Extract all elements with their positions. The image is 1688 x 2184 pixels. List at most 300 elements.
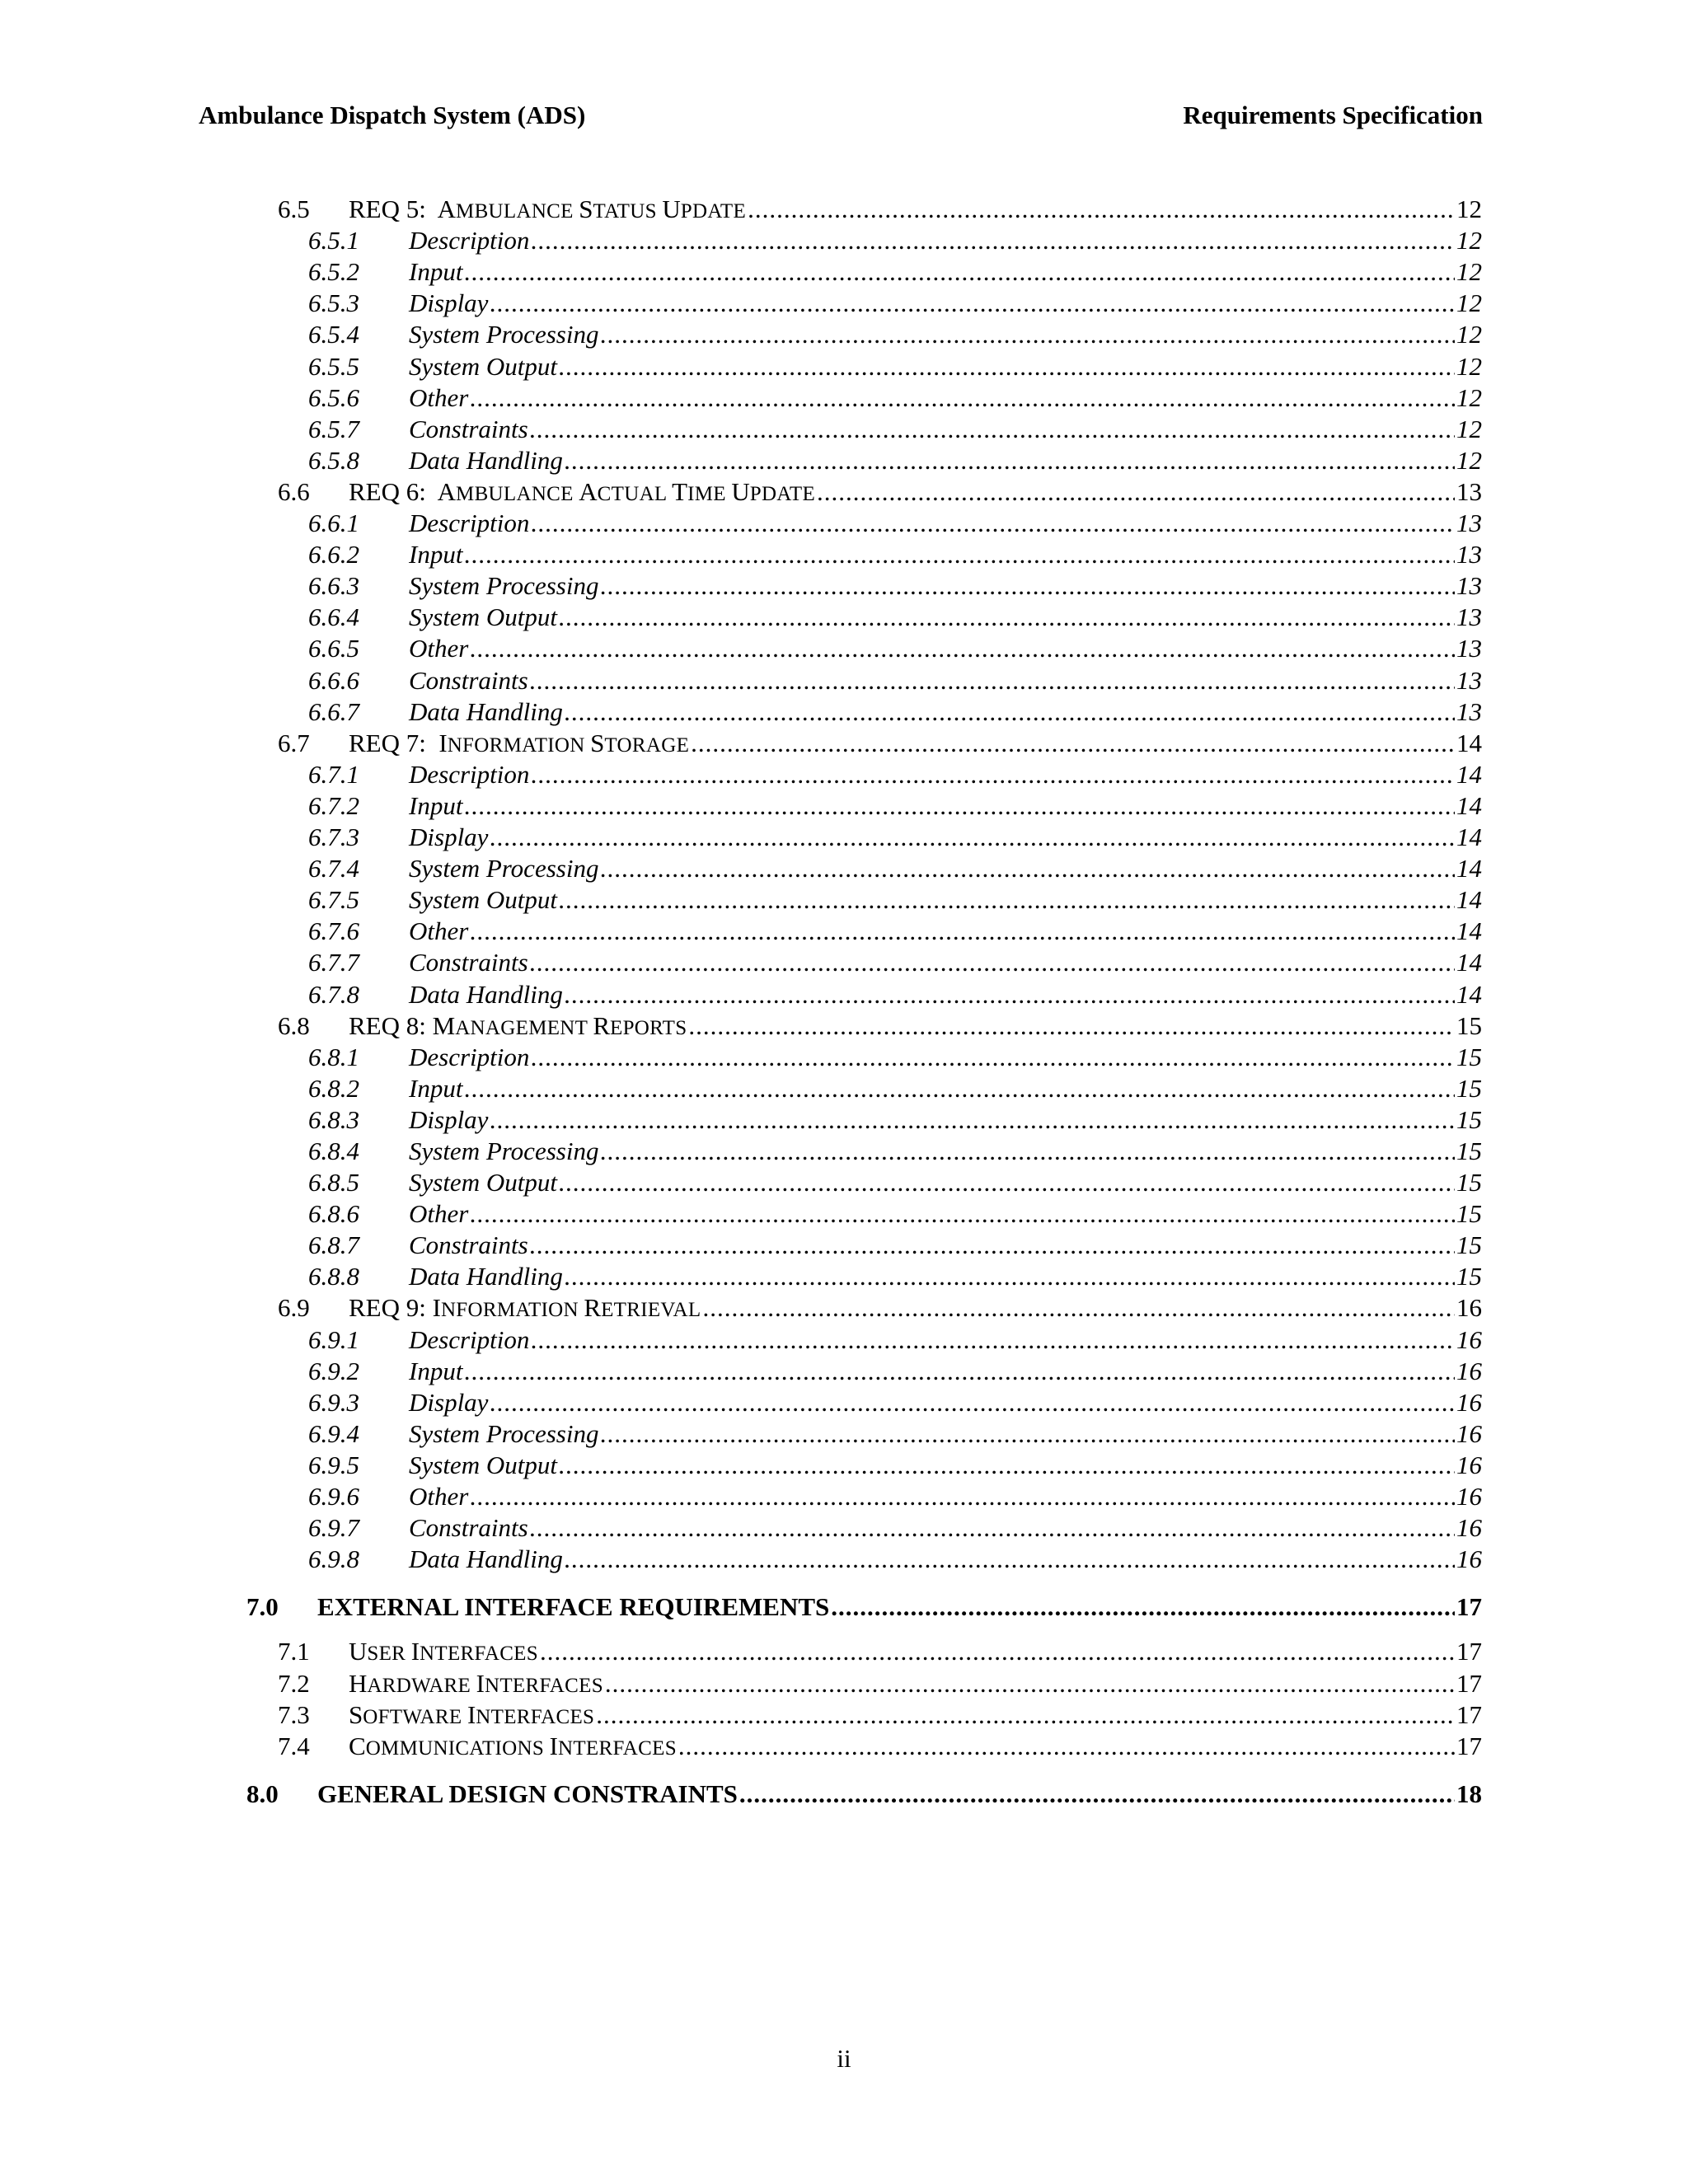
toc-title-part: REQ 5: [349, 194, 438, 223]
toc-entry-page: 16 [1456, 1357, 1482, 1385]
toc-entry-number: 6.7.7 [308, 948, 359, 977]
toc-entry-title: System Processing [409, 571, 599, 600]
toc-subsection-entry[interactable] [308, 540, 1482, 569]
toc-subsection-entry[interactable] [308, 823, 1482, 852]
toc-entry-title: System Processing [409, 1137, 599, 1165]
toc-subsection-entry[interactable] [308, 948, 1482, 977]
toc-entry-title: Display [409, 823, 489, 851]
toc-entry-title: Data Handling [409, 1544, 563, 1573]
toc-title-part: S [579, 194, 593, 223]
toc-entry-title: System Output [409, 1168, 557, 1197]
toc-entry-title: System Output [409, 1451, 557, 1479]
toc-subsection-entry[interactable] [308, 415, 1482, 444]
toc-entry-page: 17 [1456, 1732, 1482, 1760]
toc-entry-page: 16 [1456, 1513, 1482, 1542]
toc-entry-number: 6.8.8 [308, 1262, 359, 1291]
toc-subsection-entry[interactable] [308, 1105, 1482, 1135]
toc-entry-page: 16 [1456, 1388, 1482, 1417]
toc-dot-leader [470, 1482, 1455, 1511]
toc-dot-leader [530, 666, 1455, 696]
toc-entry-number: 6.8.2 [308, 1074, 359, 1103]
toc-entry-title: Other [409, 1199, 469, 1228]
toc-section-entry[interactable] [278, 1732, 1482, 1761]
toc-entry-page: 17 [1456, 1669, 1482, 1698]
toc-entry-title [349, 1669, 603, 1701]
toc-title-part: REQ 7: [349, 729, 439, 757]
toc-subsection-entry[interactable] [308, 1325, 1482, 1355]
toc-entry-number: 6.9.3 [308, 1388, 359, 1417]
toc-subsection-entry[interactable] [308, 1074, 1482, 1104]
toc-entry-number: 6.5.3 [308, 288, 359, 317]
toc-entry-title: Other [409, 916, 469, 945]
toc-entry-page: 14 [1456, 854, 1482, 883]
toc-title-part: REQ 6: [349, 477, 438, 506]
toc-entry-number: 6.8.1 [308, 1043, 359, 1071]
toc-entry-page: 16 [1456, 1293, 1482, 1322]
toc-dot-leader [702, 1293, 1455, 1323]
toc-dot-leader [464, 791, 1455, 821]
toc-entry-title: Input [409, 791, 463, 820]
toc-entry-title: Input [409, 1357, 463, 1385]
toc-subsection-entry[interactable] [308, 446, 1482, 476]
toc-entry-number: 6.7.3 [308, 823, 359, 851]
toc-entry-title: Other [409, 634, 469, 663]
toc-entry-number: 6.7.5 [308, 885, 359, 914]
toc-entry-title: Constraints [409, 1513, 528, 1542]
toc-title-part: U [731, 477, 750, 506]
toc-title-part: NFORMATION [440, 1299, 584, 1321]
toc-subsection-entry[interactable] [308, 352, 1482, 382]
toc-entry-title: Data Handling [409, 980, 563, 1009]
toc-dot-leader [530, 948, 1455, 977]
toc-subsection-entry[interactable] [308, 980, 1482, 1010]
toc-entry-title: Constraints [409, 415, 528, 443]
toc-dot-leader [530, 1513, 1455, 1543]
toc-subsection-entry[interactable] [308, 634, 1482, 663]
toc-entry-number: 6.6.2 [308, 540, 359, 569]
toc-title-part: I [438, 729, 448, 757]
toc-entry-page: 14 [1456, 791, 1482, 820]
toc-entry-title: Display [409, 1388, 489, 1417]
toc-section-entry[interactable] [278, 194, 1482, 224]
toc-entry-number: 6.5 [278, 194, 310, 223]
toc-entry-title: Display [409, 288, 489, 317]
toc-entry-page: 14 [1456, 885, 1482, 914]
toc-entry-page: 12 [1456, 352, 1482, 381]
toc-title-part: ANAGEMENT [455, 1017, 593, 1039]
toc-entry-title: Description [409, 760, 530, 789]
toc-entry-title: Data Handling [409, 446, 563, 475]
toc-dot-leader [739, 1778, 1455, 1811]
toc-dot-leader [559, 1451, 1455, 1480]
toc-subsection-entry[interactable] [308, 602, 1482, 632]
toc-dot-leader [600, 1137, 1455, 1166]
toc-title-part: NTERFACES [420, 1643, 538, 1665]
toc-dot-leader [559, 885, 1455, 915]
toc-entry-page: 17 [1456, 1700, 1482, 1729]
toc-entry-title: Other [409, 383, 469, 412]
toc-subsection-entry[interactable] [308, 1168, 1482, 1197]
toc-section-entry[interactable] [278, 729, 1482, 758]
toc-dot-leader [748, 194, 1455, 224]
toc-dot-leader [530, 415, 1455, 444]
toc-title-part: I [432, 1293, 441, 1322]
toc-title-part: MBULANCE [456, 483, 579, 505]
toc-entry-number: 6.9.8 [308, 1544, 359, 1573]
toc-dot-leader [817, 477, 1455, 507]
toc-entry-title [349, 1293, 701, 1325]
toc-dot-leader [691, 729, 1455, 758]
toc-entry-title: Constraints [409, 666, 528, 695]
toc-dot-leader [464, 1074, 1455, 1104]
toc-entry-page: 14 [1456, 980, 1482, 1009]
toc-entry-page: 14 [1456, 823, 1482, 851]
toc-dot-leader [605, 1669, 1455, 1699]
toc-entry-number: 6.6.5 [308, 634, 359, 663]
toc-entry-page: 15 [1456, 1168, 1482, 1197]
toc-subsection-entry[interactable] [308, 320, 1482, 349]
toc-title-part: M [432, 1011, 456, 1040]
toc-subsection-entry[interactable] [308, 1262, 1482, 1291]
toc-title-part: TATUS [593, 200, 663, 223]
toc-entry-title [349, 1732, 677, 1764]
toc-dot-leader [600, 1419, 1455, 1449]
toc-entry-page: 16 [1456, 1482, 1482, 1511]
toc-entry-title [349, 1700, 594, 1732]
toc-entry-number: 6.7.2 [308, 791, 359, 820]
toc-entry-number: 6.8.7 [308, 1230, 359, 1259]
toc-entry-title: System Processing [409, 1419, 599, 1448]
toc-title-part: C [349, 1732, 366, 1760]
toc-section-entry[interactable] [278, 1293, 1482, 1323]
toc-entry-number: 6.9.5 [308, 1451, 359, 1479]
toc-chapter-entry[interactable] [246, 1778, 1482, 1811]
toc-entry-number: 7.4 [278, 1732, 310, 1760]
toc-entry-title [349, 194, 746, 227]
toc-entry-number: 6.6.6 [308, 666, 359, 695]
toc-entry-number: 6.9.1 [308, 1325, 359, 1354]
toc-subsection-entry[interactable] [308, 1357, 1482, 1386]
toc-title-part: REQ 8: [349, 1011, 433, 1040]
toc-entry-number: 6.5.4 [308, 320, 359, 349]
toc-dot-leader [565, 980, 1455, 1010]
toc-entry-number: 7.0 [246, 1592, 279, 1621]
toc-title-part: MBULANCE [456, 200, 579, 223]
toc-dot-leader [490, 1105, 1455, 1135]
toc-entry-page: 13 [1456, 634, 1482, 663]
toc-dot-leader [530, 1230, 1455, 1260]
toc-dot-leader [688, 1011, 1455, 1041]
toc-title-part: T [672, 477, 688, 506]
toc-subsection-entry[interactable] [308, 760, 1482, 790]
toc-entry-page: 15 [1456, 1137, 1482, 1165]
toc-title-part: H [349, 1669, 368, 1698]
toc-dot-leader [600, 571, 1455, 601]
toc-entry-page: 14 [1456, 948, 1482, 977]
toc-title-part: S [349, 1700, 363, 1729]
toc-dot-leader [470, 916, 1455, 946]
toc-entry-title: System Output [409, 352, 557, 381]
toc-entry-title: Description [409, 226, 530, 255]
toc-entry-title: System Processing [409, 320, 599, 349]
toc-title-part: REQ 9: [349, 1293, 433, 1322]
toc-dot-leader [531, 760, 1455, 790]
toc-entry-page: 12 [1456, 383, 1482, 412]
toc-dot-leader [464, 540, 1455, 569]
toc-dot-leader [600, 320, 1455, 349]
toc-dot-leader [559, 602, 1455, 632]
toc-entry-page: 15 [1456, 1262, 1482, 1291]
toc-entry-page: 12 [1456, 288, 1482, 317]
toc-entry-number: 6.7.8 [308, 980, 359, 1009]
toc-subsection-entry[interactable] [308, 885, 1482, 915]
toc-dot-leader [565, 1544, 1455, 1574]
toc-title-part: R [584, 1293, 602, 1322]
toc-dot-leader [559, 1168, 1455, 1197]
toc-dot-leader [678, 1732, 1455, 1761]
toc-entry-title [349, 729, 689, 761]
toc-subsection-entry[interactable] [308, 1451, 1482, 1480]
toc-entry-number: 6.9.2 [308, 1357, 359, 1385]
toc-entry-title: Constraints [409, 1230, 528, 1259]
toc-entry-number: 6.6.4 [308, 602, 359, 631]
toc-entry-page: 16 [1456, 1325, 1482, 1354]
toc-entry-number: 6.7.4 [308, 854, 359, 883]
toc-title-part: SER [367, 1643, 411, 1665]
toc-entry-number: 7.1 [278, 1637, 310, 1666]
toc-entry-title: Input [409, 540, 463, 569]
toc-title-part: U [662, 194, 681, 223]
toc-entry-title: System Output [409, 602, 557, 631]
toc-dot-leader [565, 697, 1455, 727]
toc-entry-page: 14 [1456, 729, 1482, 757]
toc-entry-number: 6.6.3 [308, 571, 359, 600]
toc-subsection-entry[interactable] [308, 1544, 1482, 1574]
toc-dot-leader [565, 446, 1455, 476]
toc-section-entry[interactable] [278, 1637, 1482, 1666]
toc-title-part: CTUAL [597, 483, 673, 505]
toc-dot-leader [559, 352, 1455, 382]
toc-entry-title: Data Handling [409, 697, 563, 726]
toc-section-entry[interactable] [278, 477, 1482, 507]
toc-entry-number: 6.6.1 [308, 509, 359, 537]
toc-entry-number: 6.5.7 [308, 415, 359, 443]
toc-entry-number: 6.6 [278, 477, 310, 506]
toc-entry-page: 16 [1456, 1544, 1482, 1573]
toc-subsection-entry[interactable] [308, 1513, 1482, 1543]
toc-section-entry[interactable] [278, 1011, 1482, 1041]
toc-subsection-entry[interactable] [308, 666, 1482, 696]
toc-entry-page: 12 [1456, 226, 1482, 255]
toc-entry-page: 15 [1456, 1043, 1482, 1071]
toc-entry-number: 7.3 [278, 1700, 310, 1729]
toc-title-part: U [349, 1637, 368, 1666]
toc-dot-leader [531, 509, 1455, 538]
toc-entry-page: 15 [1456, 1074, 1482, 1103]
toc-subsection-entry[interactable] [308, 1388, 1482, 1418]
toc-entry-title: Constraints [409, 948, 528, 977]
toc-entry-number: 6.6.7 [308, 697, 359, 726]
toc-dot-leader [531, 1043, 1455, 1072]
toc-title-part: I [467, 1700, 476, 1729]
toc-dot-leader [531, 1325, 1455, 1355]
toc-entry-title: Input [409, 1074, 463, 1103]
toc-entry-page: 15 [1456, 1199, 1482, 1228]
toc-entry-number: 6.8.5 [308, 1168, 359, 1197]
toc-entry-number: 6.5.2 [308, 257, 359, 286]
toc-entry-title [349, 1637, 538, 1669]
toc-title-part: PDATE [749, 483, 816, 505]
toc-title-part: NTERFACES [557, 1737, 677, 1760]
toc-title-part: I [410, 1637, 420, 1666]
toc-entry-title [349, 1011, 687, 1043]
toc-entry-number: 6.5.8 [308, 446, 359, 475]
toc-title-part: PDATE [680, 200, 747, 223]
toc-entry-title: Display [409, 1105, 489, 1134]
toc-title-part: I [476, 1669, 485, 1698]
toc-entry-number: 6.5.1 [308, 226, 359, 255]
toc-dot-leader [490, 1388, 1455, 1418]
toc-dot-leader [470, 383, 1455, 413]
toc-dot-leader [531, 226, 1455, 255]
toc-entry-page: 15 [1456, 1011, 1482, 1040]
toc-entry-number: 6.7 [278, 729, 310, 757]
toc-subsection-entry[interactable] [308, 1419, 1482, 1449]
toc-subsection-entry[interactable] [308, 383, 1482, 413]
toc-entry-number: 6.8.6 [308, 1199, 359, 1228]
toc-entry-number: 6.8 [278, 1011, 310, 1040]
toc-subsection-entry[interactable] [308, 288, 1482, 318]
toc-entry-page: 12 [1456, 257, 1482, 286]
toc-entry-page: 16 [1456, 1451, 1482, 1479]
toc-subsection-entry[interactable] [308, 1137, 1482, 1166]
toc-title-part: TORAGE [604, 734, 690, 757]
toc-title-part: ARDWARE [367, 1675, 476, 1697]
toc-entry-page: 15 [1456, 1105, 1482, 1134]
toc-title-part: A [579, 477, 598, 506]
toc-entry-page: 13 [1456, 697, 1482, 726]
toc-entry-page: 17 [1456, 1592, 1482, 1621]
toc-title-part: EPORTS [610, 1017, 687, 1039]
toc-dot-leader [470, 634, 1455, 663]
toc-entry-page: 12 [1456, 320, 1482, 349]
toc-entry-page: 12 [1456, 415, 1482, 443]
toc-entry-number: 6.8.4 [308, 1137, 359, 1165]
toc-dot-leader [540, 1637, 1455, 1666]
toc-section-entry[interactable] [278, 1669, 1482, 1699]
toc-title-part: NTERFACES [476, 1706, 595, 1728]
toc-entry-title: GENERAL DESIGN CONSTRAINTS [317, 1779, 738, 1808]
toc-subsection-entry[interactable] [308, 1230, 1482, 1260]
toc-subsection-entry[interactable] [308, 226, 1482, 255]
toc-entry-number: 7.2 [278, 1669, 310, 1698]
toc-entry-title: Input [409, 257, 463, 286]
toc-title-part: A [437, 194, 457, 223]
toc-entry-title: Data Handling [409, 1262, 563, 1291]
toc-dot-leader [490, 823, 1455, 852]
toc-subsection-entry[interactable] [308, 854, 1482, 883]
toc-dot-leader [565, 1262, 1455, 1291]
toc-section-entry[interactable] [278, 1700, 1482, 1730]
toc-entry-title: Description [409, 509, 530, 537]
toc-subsection-entry[interactable] [308, 916, 1482, 946]
toc-dot-leader [596, 1700, 1455, 1730]
toc-subsection-entry[interactable] [308, 1482, 1482, 1511]
toc-entry-page: 12 [1456, 446, 1482, 475]
toc-dot-leader [831, 1591, 1455, 1624]
toc-dot-leader [470, 1199, 1455, 1229]
toc-entry-page: 17 [1456, 1637, 1482, 1666]
toc-entry-title: Other [409, 1482, 469, 1511]
toc-entry-title [349, 477, 815, 509]
toc-entry-number: 6.7.1 [308, 760, 359, 789]
toc-title-part: OFTWARE [363, 1706, 467, 1728]
toc-title-part: A [437, 477, 457, 506]
toc-entry-number: 6.5.5 [308, 352, 359, 381]
toc-entry-number: 6.5.6 [308, 383, 359, 412]
toc-entry-page: 13 [1456, 602, 1482, 631]
toc-entry-page: 16 [1456, 1419, 1482, 1448]
toc-entry-title: EXTERNAL INTERFACE REQUIREMENTS [317, 1592, 830, 1621]
toc-subsection-entry[interactable] [308, 791, 1482, 821]
toc-title-part: IME [687, 483, 732, 505]
toc-title-part: NFORMATION [447, 734, 591, 757]
toc-subsection-entry[interactable] [308, 509, 1482, 538]
toc-subsection-entry[interactable] [308, 697, 1482, 727]
toc-entry-page: 13 [1456, 477, 1482, 506]
header-document-type: Requirements Specification [1183, 101, 1483, 129]
toc-dot-leader [464, 1357, 1455, 1386]
toc-entry-title: System Processing [409, 854, 599, 883]
page-number: ii [837, 2044, 851, 2073]
toc-entry-page: 18 [1456, 1779, 1482, 1808]
toc-entry-number: 8.0 [246, 1779, 279, 1808]
toc-entry-number: 6.9.7 [308, 1513, 359, 1542]
toc-chapter-entry[interactable] [246, 1591, 1482, 1624]
toc-entry-number: 6.9.4 [308, 1419, 359, 1448]
toc-entry-title: Description [409, 1325, 530, 1354]
toc-title-part: OMMUNICATIONS [365, 1737, 550, 1760]
toc-entry-page: 14 [1456, 760, 1482, 789]
toc-entry-page: 13 [1456, 540, 1482, 569]
toc-entry-page: 14 [1456, 916, 1482, 945]
toc-entry-title: System Output [409, 885, 557, 914]
toc-subsection-entry[interactable] [308, 571, 1482, 601]
toc-entry-page: 13 [1456, 666, 1482, 695]
toc-dot-leader [464, 257, 1455, 287]
toc-entry-number: 6.7.6 [308, 916, 359, 945]
toc-entry-page: 13 [1456, 571, 1482, 600]
toc-entry-page: 13 [1456, 509, 1482, 537]
toc-subsection-entry[interactable] [308, 257, 1482, 287]
header-document-title: Ambulance Dispatch System (ADS) [199, 101, 586, 129]
toc-title-part: I [549, 1732, 558, 1760]
toc-subsection-entry[interactable] [308, 1199, 1482, 1229]
toc-entry-number: 6.8.3 [308, 1105, 359, 1134]
toc-entry-page: 12 [1456, 194, 1482, 223]
toc-dot-leader [600, 854, 1455, 883]
toc-title-part: S [590, 729, 605, 757]
toc-title-part: R [593, 1011, 611, 1040]
toc-entry-title: Description [409, 1043, 530, 1071]
toc-entry-number: 6.9 [278, 1293, 310, 1322]
toc-entry-number: 6.9.6 [308, 1482, 359, 1511]
toc-title-part: NTERFACES [484, 1675, 603, 1697]
toc-title-part: ETRIEVAL [601, 1299, 701, 1321]
toc-subsection-entry[interactable] [308, 1043, 1482, 1072]
toc-dot-leader [490, 288, 1455, 318]
toc-entry-page: 15 [1456, 1230, 1482, 1259]
